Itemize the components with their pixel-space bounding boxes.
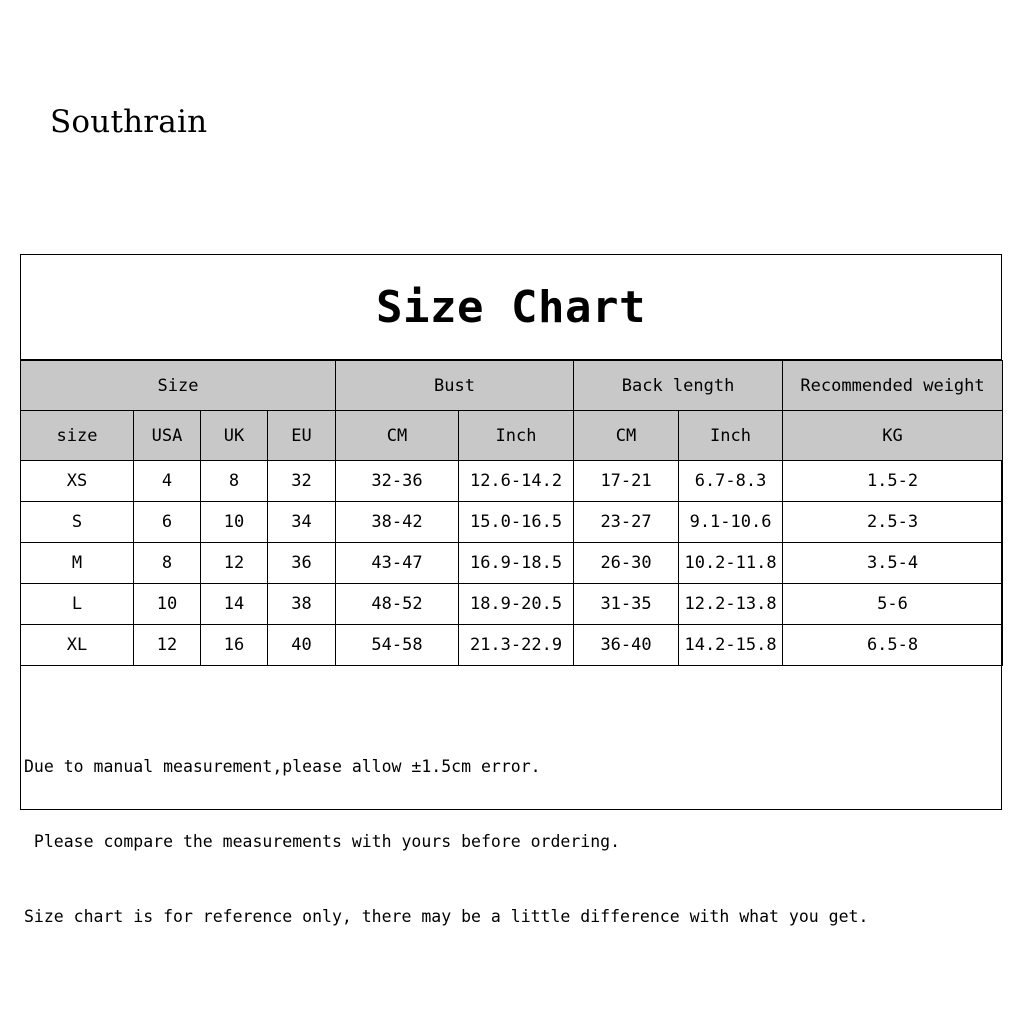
table-cell: 18.9-20.5: [459, 584, 574, 625]
sub-header: Inch: [459, 411, 574, 461]
sub-header: KG: [783, 411, 1003, 461]
table-cell: 38: [268, 584, 336, 625]
table-row: [21, 461, 1003, 502]
table-cell: 4: [134, 461, 201, 502]
table-cell: 12.2-13.8: [679, 584, 783, 625]
table-cell: 10.2-11.8: [679, 543, 783, 584]
sub-header: size: [21, 411, 134, 461]
table-cell: 36: [268, 543, 336, 584]
chart-title: Size Chart: [21, 255, 1001, 360]
note-line: Size chart is for reference only, there may be a little difference with what you get.: [24, 907, 869, 926]
table-cell: 12: [201, 543, 268, 584]
sub-header-row: [21, 411, 1003, 461]
size-table: [20, 360, 1003, 666]
note-line: Please compare the measurements with yours before ordering.: [24, 832, 621, 851]
table-cell: 1.5-2: [783, 461, 1003, 502]
sub-header: CM: [574, 411, 679, 461]
table-cell: XL: [21, 625, 134, 666]
table-cell: 14.2-15.8: [679, 625, 783, 666]
table-cell: XS: [21, 461, 134, 502]
table-cell: 5-6: [783, 584, 1003, 625]
group-header-size: Size: [21, 361, 336, 411]
table-cell: 23-27: [574, 502, 679, 543]
table-row: [21, 625, 1003, 666]
table-cell: 17-21: [574, 461, 679, 502]
table-cell: 31-35: [574, 584, 679, 625]
table-cell: 16.9-18.5: [459, 543, 574, 584]
table-cell: L: [21, 584, 134, 625]
table-row: [21, 502, 1003, 543]
table-cell: 32-36: [336, 461, 459, 502]
table-cell: M: [21, 543, 134, 584]
table-cell: 36-40: [574, 625, 679, 666]
table-cell: 6.5-8: [783, 625, 1003, 666]
table-cell: 12: [134, 625, 201, 666]
sub-header: CM: [336, 411, 459, 461]
table-cell: 10: [201, 502, 268, 543]
table-cell: 10: [134, 584, 201, 625]
sub-header: UK: [201, 411, 268, 461]
table-cell: 15.0-16.5: [459, 502, 574, 543]
table-cell: 8: [201, 461, 268, 502]
table-cell: 40: [268, 625, 336, 666]
table-cell: 48-52: [336, 584, 459, 625]
brand-name: Southrain: [50, 104, 208, 140]
notes: [21, 666, 1001, 979]
group-header-row: [21, 361, 1003, 411]
table-cell: 16: [201, 625, 268, 666]
table-cell: 21.3-22.9: [459, 625, 574, 666]
group-header-bust: Bust: [336, 361, 574, 411]
table-cell: 26-30: [574, 543, 679, 584]
table-cell: 6.7-8.3: [679, 461, 783, 502]
table-cell: 12.6-14.2: [459, 461, 574, 502]
table-cell: 54-58: [336, 625, 459, 666]
table-body: [21, 461, 1003, 666]
table-row: [21, 584, 1003, 625]
sub-header: Inch: [679, 411, 783, 461]
table-cell: S: [21, 502, 134, 543]
table-cell: 6: [134, 502, 201, 543]
table-row: [21, 543, 1003, 584]
table-cell: 34: [268, 502, 336, 543]
note-line: Due to manual measurement,please allow ±1.5cm error.: [24, 757, 541, 776]
table-cell: 8: [134, 543, 201, 584]
group-header-back-length: Back length: [574, 361, 783, 411]
table-cell: 3.5-4: [783, 543, 1003, 584]
table-cell: 38-42: [336, 502, 459, 543]
sub-header: USA: [134, 411, 201, 461]
table-cell: 43-47: [336, 543, 459, 584]
table-cell: 9.1-10.6: [679, 502, 783, 543]
table-cell: 14: [201, 584, 268, 625]
table-cell: 32: [268, 461, 336, 502]
sub-header: EU: [268, 411, 336, 461]
group-header-recommended-weight: Recommended weight: [783, 361, 1003, 411]
table-cell: 2.5-3: [783, 502, 1003, 543]
size-chart: [20, 254, 1002, 926]
